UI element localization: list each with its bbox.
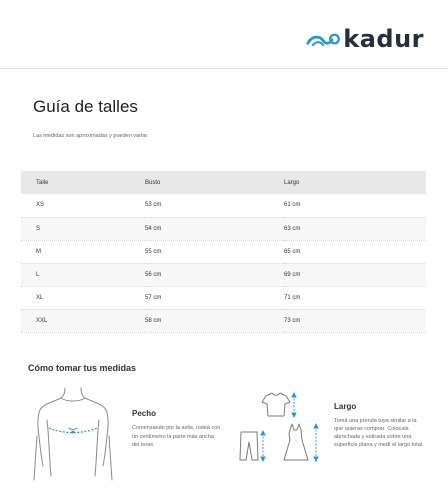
cell-busto: 58 cm (145, 309, 284, 332)
page-subtitle: Las medidas son aproximadas y pueden variar. (33, 133, 149, 139)
cell-talle: XL (21, 286, 145, 309)
cell-busto: 53 cm (145, 194, 284, 217)
cell-largo: 73 cm (284, 309, 426, 332)
size-table (21, 171, 426, 333)
table-row (21, 286, 426, 309)
cell-talle: M (21, 240, 145, 263)
largo-title: Largo (334, 402, 357, 411)
cell-largo: 61 cm (284, 194, 426, 217)
column-header-busto: Busto (145, 171, 284, 194)
howto-title: Cómo tomar tus medidas (28, 363, 137, 373)
cell-talle: XXL (21, 309, 145, 332)
garments-measure-icon (232, 390, 324, 468)
pecho-title: Pecho (132, 409, 157, 418)
cell-talle: L (21, 263, 145, 286)
cell-busto: 56 cm (145, 263, 284, 286)
header-divider (0, 68, 448, 69)
cell-talle: S (21, 217, 145, 240)
cell-largo: 69 cm (284, 263, 426, 286)
cell-busto: 57 cm (145, 286, 284, 309)
wave-logo-icon (306, 27, 342, 51)
torso-measure-icon (25, 384, 120, 484)
brand-logo (306, 24, 424, 54)
cell-largo: 71 cm (284, 286, 426, 309)
table-row (21, 194, 426, 217)
brand-name: kadur (343, 25, 424, 53)
cell-talle: XS (21, 194, 145, 217)
pecho-description: Comenzando por la axila, rodeá con un centímetro la parte más ancha del torax. (132, 425, 221, 448)
table-row (21, 263, 426, 286)
cell-largo: 63 cm (284, 217, 426, 240)
table-row (21, 309, 426, 332)
table-header-row (21, 171, 426, 194)
table-row (21, 217, 426, 240)
column-header-talle: Talle (21, 171, 145, 194)
cell-busto: 54 cm (145, 217, 284, 240)
page-title: Guía de talles (33, 97, 138, 116)
cell-busto: 55 cm (145, 240, 284, 263)
column-header-largo: Largo (284, 171, 426, 194)
cell-largo: 65 cm (284, 240, 426, 263)
table-row (21, 240, 426, 263)
largo-description: Tomá una prenda tuya similar a la que quieras comprar. Colocala abrochada y estirada sobre una superficie plana y medí el largo total. (334, 418, 424, 448)
